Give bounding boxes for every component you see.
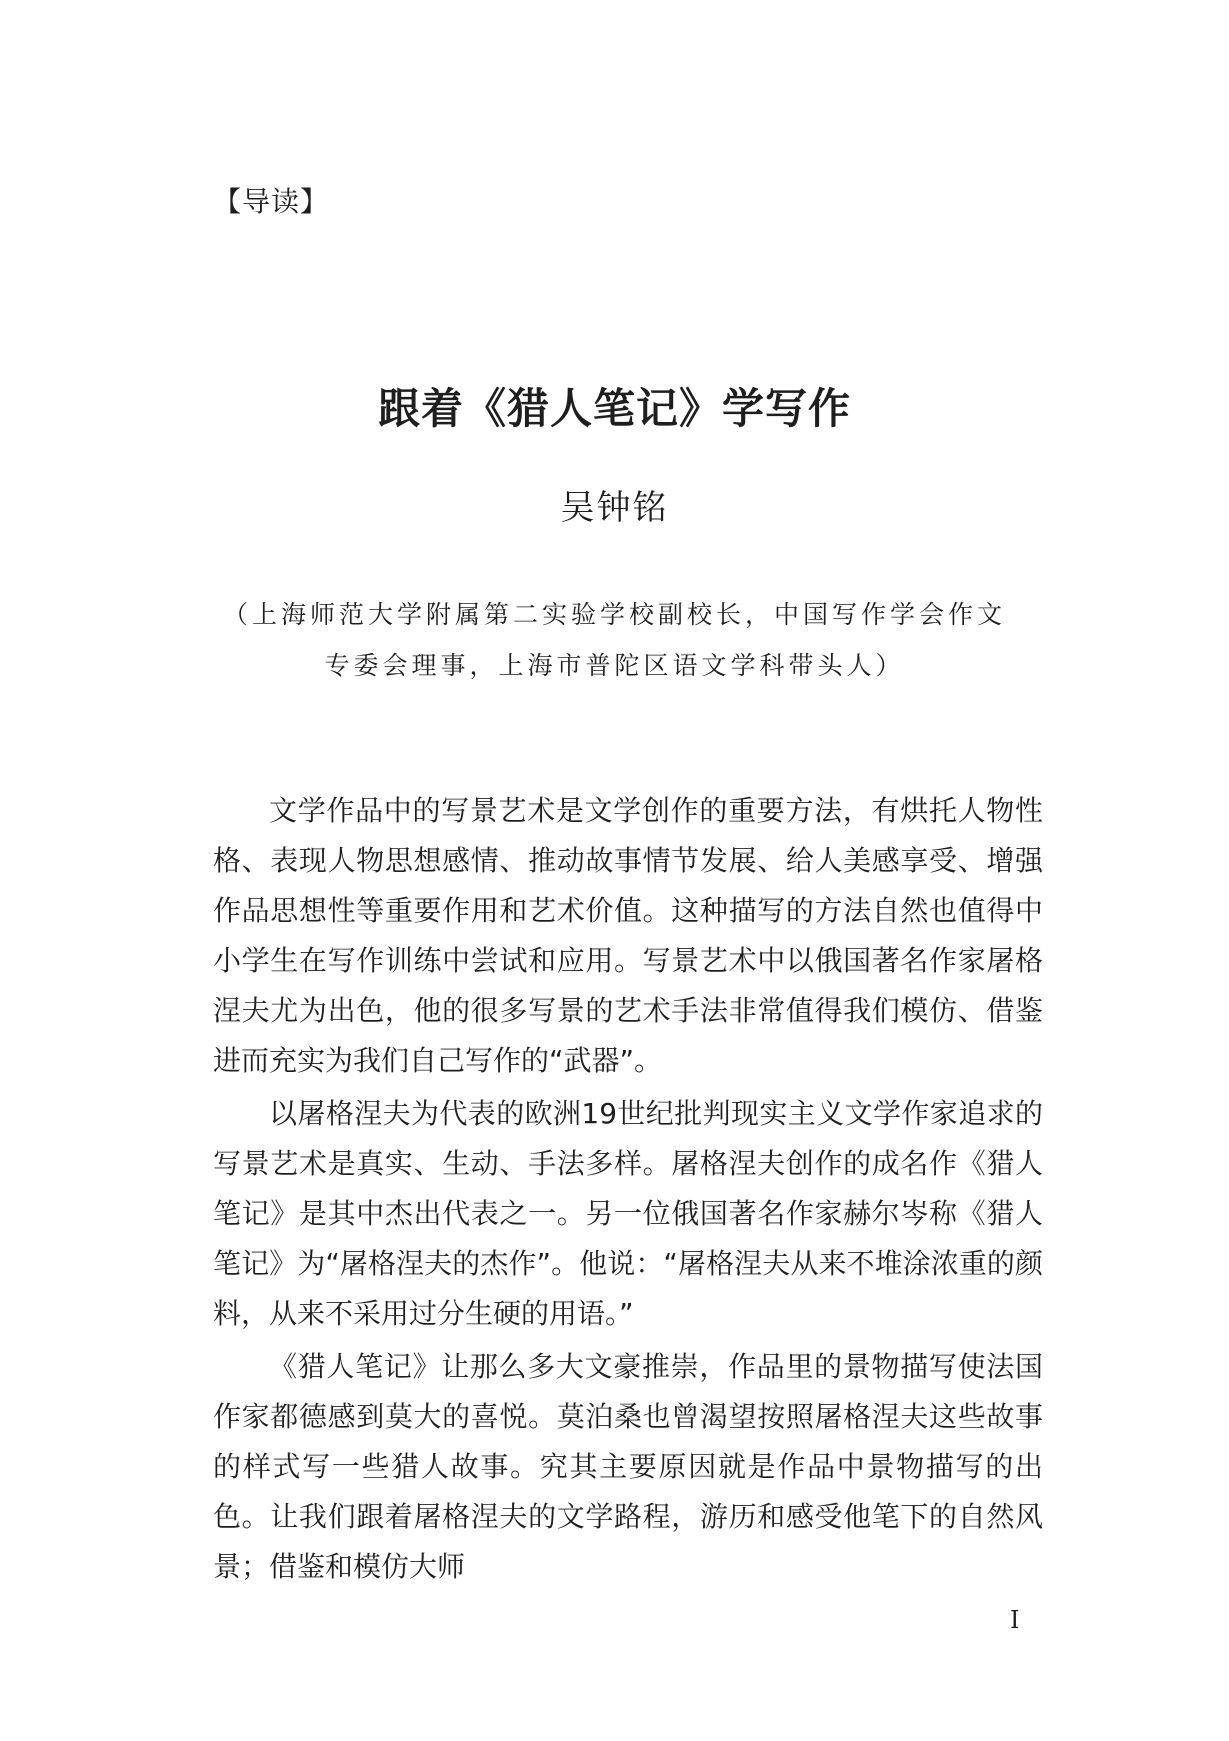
author-name: 吴钟铭 — [560, 488, 669, 528]
affiliation-line: 专委会理事，上海市普陀区语文学科带头人） — [324, 651, 905, 680]
body-paragraph: 《猎人笔记》让那么多大文豪推崇，作品里的景物描写使法国作家都德感到莫大的喜悦。莫泊桑也曾渴望按照屠格涅夫这些故事的样式写一些猎人故事。究其主要原因就是作品中景物描写的出色。让我们跟着屠格涅夫的文学路程，游历和感受他笔下的自然风景；借鉴和模仿大师 — [213, 1350, 1043, 1583]
page-number: I — [1010, 1606, 1020, 1634]
author-affiliation — [0, 589, 1229, 691]
article-body — [213, 786, 1043, 1595]
body-paragraph: 文学作品中的写景艺术是文学创作的重要方法，有烘托人物性格、表现人物思想感情、推动故事情节发展、给人美感享受、增强作品思想性等重要作用和艺术价值。这种描写的方法自然也值得中小学生在写作训练中尝试和应用。写景艺术中以俄国著名作家屠格涅夫尤为出色，他的很多写景的艺术手法非常值得我们模仿、借鉴进而充实为我们自己写作的“武器”。 — [213, 794, 1043, 1077]
article-title: 跟着《猎人笔记》学写作 — [377, 384, 851, 433]
section-tag: 【导读】 — [213, 185, 330, 218]
body-paragraph: 以屠格涅夫为代表的欧洲19世纪批判现实主义文学作家追求的写景艺术是真实、生动、手法多样。屠格涅夫创作的成名作《猎人笔记》是其中杰出代表之一。另一位俄国著名作家赫尔岑称《猎人笔记》为“屠格涅夫的杰作”。他说：“屠格涅夫从来不堆涂浓重的颜料，从来不采用过分生硬的用语。” — [213, 1097, 1043, 1330]
affiliation-line: （上海师范大学附属第二实验学校副校长，中国写作学会作文 — [222, 600, 1006, 629]
